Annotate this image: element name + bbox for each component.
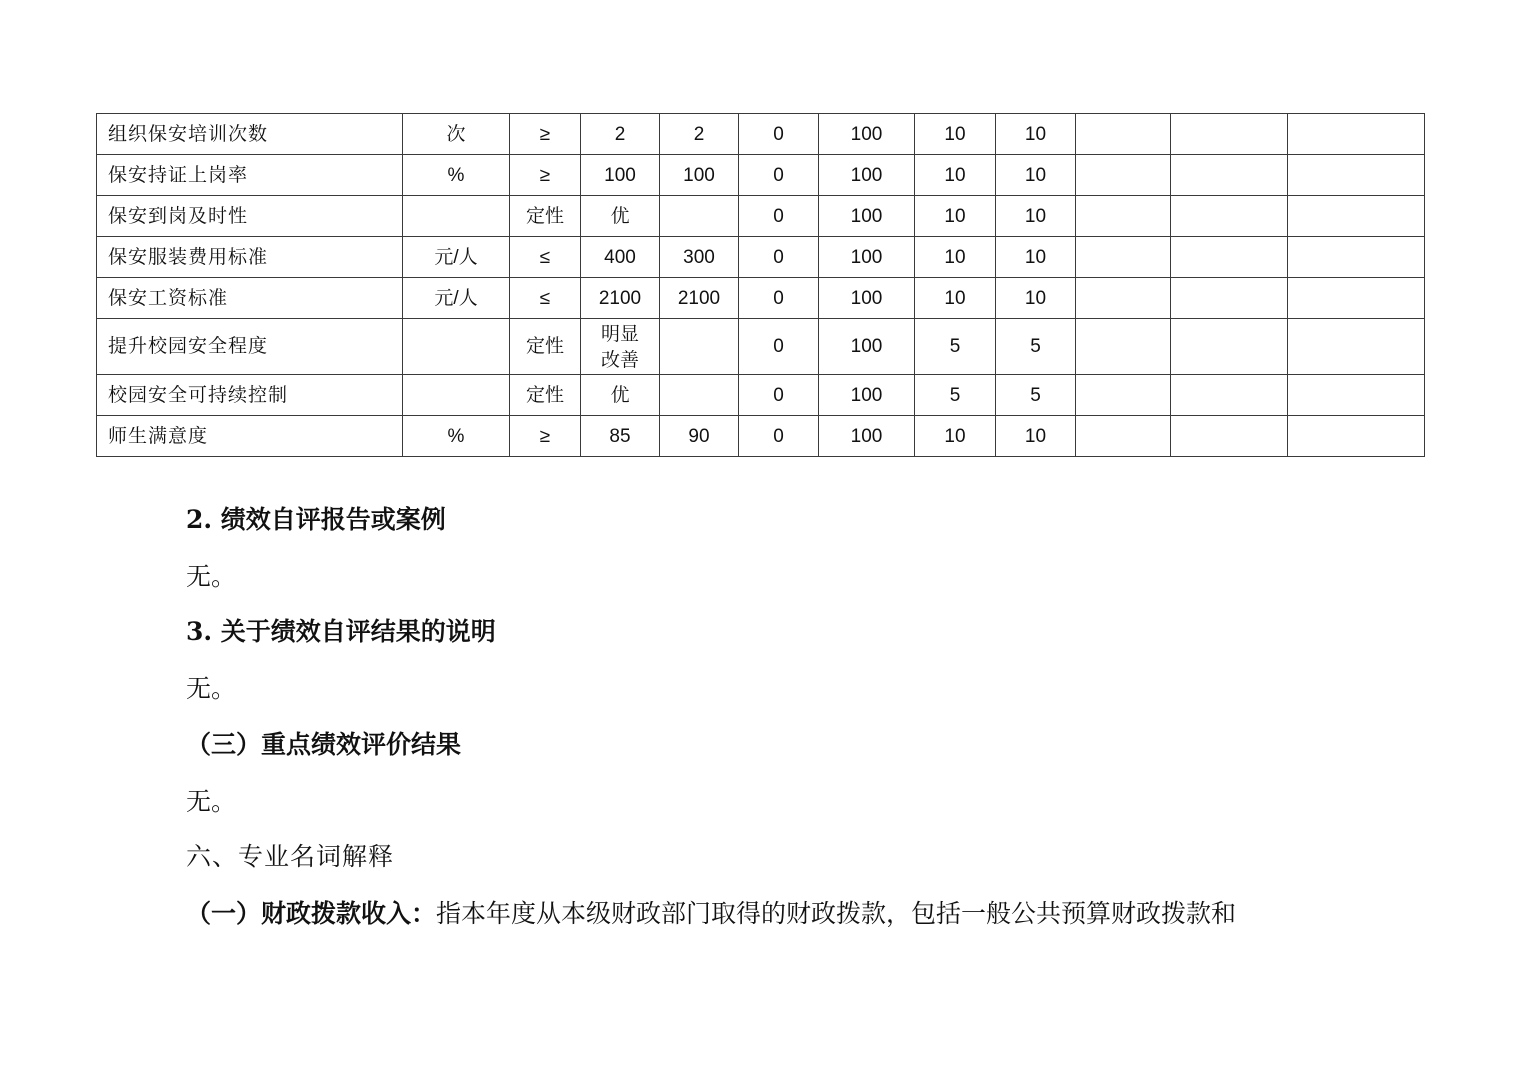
table-cell: 元/人	[403, 237, 510, 278]
table-cell: 300	[660, 237, 739, 278]
key-evaluation-results-text: 无。	[186, 787, 237, 816]
table-cell	[1076, 237, 1171, 278]
table-cell: 10	[915, 155, 996, 196]
table-cell	[1076, 196, 1171, 237]
table-cell: 定性	[510, 375, 581, 416]
table-cell: 10	[996, 416, 1076, 457]
table-cell: 明显 改善	[581, 319, 660, 375]
table-cell: 优	[581, 375, 660, 416]
indicator-name-cell: 师生满意度	[97, 416, 403, 457]
table-cell: 10	[996, 196, 1076, 237]
definition-fiscal-appropriation	[186, 897, 1236, 931]
table-row	[97, 196, 1425, 237]
table-cell	[403, 375, 510, 416]
table-cell	[660, 319, 739, 375]
table-cell: 100	[819, 196, 915, 237]
table-cell: ≤	[510, 237, 581, 278]
indicator-name-cell: 保安到岗及时性	[97, 196, 403, 237]
table-cell	[1171, 114, 1288, 155]
table-cell	[1288, 416, 1425, 457]
heading-self-evaluation-report: 2. 绩效自评报告或案例	[186, 505, 446, 534]
table-cell: 0	[739, 114, 819, 155]
table-cell: 2100	[581, 278, 660, 319]
table-cell	[1076, 319, 1171, 375]
table-cell	[1171, 237, 1288, 278]
section-heading-terms: 六、专业名词解释	[186, 842, 395, 871]
table-cell: 5	[915, 319, 996, 375]
indicator-name-cell: 保安工资标准	[97, 278, 403, 319]
table-cell	[1171, 416, 1288, 457]
table-cell: 次	[403, 114, 510, 155]
table-row	[97, 416, 1425, 457]
table-cell	[1288, 278, 1425, 319]
table-cell	[1171, 375, 1288, 416]
table-cell: 0	[739, 278, 819, 319]
table-cell: 定性	[510, 319, 581, 375]
table-row	[97, 375, 1425, 416]
table-cell	[1288, 155, 1425, 196]
table-cell: 2100	[660, 278, 739, 319]
table-cell	[660, 196, 739, 237]
table-cell	[403, 319, 510, 375]
table-cell: 100	[819, 319, 915, 375]
table-cell: ≥	[510, 416, 581, 457]
table-cell: 0	[739, 319, 819, 375]
table-cell: 100	[660, 155, 739, 196]
table-cell: 100	[819, 416, 915, 457]
table-row	[97, 155, 1425, 196]
table-cell	[1171, 319, 1288, 375]
table-cell	[1076, 114, 1171, 155]
table-cell: 100	[819, 155, 915, 196]
table-cell: 10	[996, 237, 1076, 278]
table-cell: 优	[581, 196, 660, 237]
table-cell: 400	[581, 237, 660, 278]
definition-text: 指本年度从本级财政部门取得的财政拨款，包括一般公共预算财政拨款和	[436, 899, 1237, 928]
table-cell: 100	[819, 237, 915, 278]
table-cell: 100	[819, 375, 915, 416]
table-cell: 85	[581, 416, 660, 457]
table-cell: 5	[996, 375, 1076, 416]
table-cell	[1076, 375, 1171, 416]
table-cell: 10	[915, 196, 996, 237]
table-row	[97, 319, 1425, 375]
indicator-name-cell: 校园安全可持续控制	[97, 375, 403, 416]
indicator-name-cell: 提升校园安全程度	[97, 319, 403, 375]
table-cell	[1288, 375, 1425, 416]
table-cell: 0	[739, 196, 819, 237]
table-cell	[1171, 196, 1288, 237]
table-cell: 10	[915, 114, 996, 155]
heading-self-evaluation-notes: 3. 关于绩效自评结果的说明	[186, 617, 496, 646]
table-cell: 0	[739, 375, 819, 416]
table-cell: 定性	[510, 196, 581, 237]
table-cell	[1076, 278, 1171, 319]
table-cell	[1076, 416, 1171, 457]
table-cell: ≥	[510, 114, 581, 155]
table-cell: %	[403, 155, 510, 196]
definition-term: （一）财政拨款收入：	[186, 899, 437, 928]
indicator-name-cell: 保安持证上岗率	[97, 155, 403, 196]
table-cell	[403, 196, 510, 237]
table-cell: ≥	[510, 155, 581, 196]
table-cell: 5	[996, 319, 1076, 375]
table-cell: 100	[819, 278, 915, 319]
table-row	[97, 114, 1425, 155]
table-row	[97, 237, 1425, 278]
table-cell: 10	[996, 155, 1076, 196]
performance-indicator-table	[96, 113, 1425, 457]
table-cell	[1171, 278, 1288, 319]
table-cell	[1288, 319, 1425, 375]
self-evaluation-report-text: 无。	[186, 562, 237, 591]
table-cell	[1171, 155, 1288, 196]
table-cell: 10	[915, 278, 996, 319]
table-cell: 0	[739, 155, 819, 196]
table-cell: 10	[996, 278, 1076, 319]
table-cell: 2	[581, 114, 660, 155]
table-cell: 0	[739, 237, 819, 278]
table-cell: 100	[581, 155, 660, 196]
table-cell	[660, 375, 739, 416]
table-cell	[1288, 237, 1425, 278]
table-cell: 10	[915, 237, 996, 278]
table-body	[97, 114, 1425, 457]
table-cell: 0	[739, 416, 819, 457]
heading-key-evaluation-results: （三）重点绩效评价结果	[186, 730, 462, 759]
table-cell	[1288, 114, 1425, 155]
table-cell: 2	[660, 114, 739, 155]
table-cell: 10	[915, 416, 996, 457]
table-cell: 100	[819, 114, 915, 155]
table-cell: 90	[660, 416, 739, 457]
table-row	[97, 278, 1425, 319]
table-cell: 元/人	[403, 278, 510, 319]
table-cell	[1288, 196, 1425, 237]
table-cell: 5	[915, 375, 996, 416]
table-cell: ≤	[510, 278, 581, 319]
indicator-name-cell: 保安服装费用标准	[97, 237, 403, 278]
table-cell: 10	[996, 114, 1076, 155]
indicator-name-cell: 组织保安培训次数	[97, 114, 403, 155]
table-cell: %	[403, 416, 510, 457]
self-evaluation-notes-text: 无。	[186, 674, 237, 703]
table-cell	[1076, 155, 1171, 196]
